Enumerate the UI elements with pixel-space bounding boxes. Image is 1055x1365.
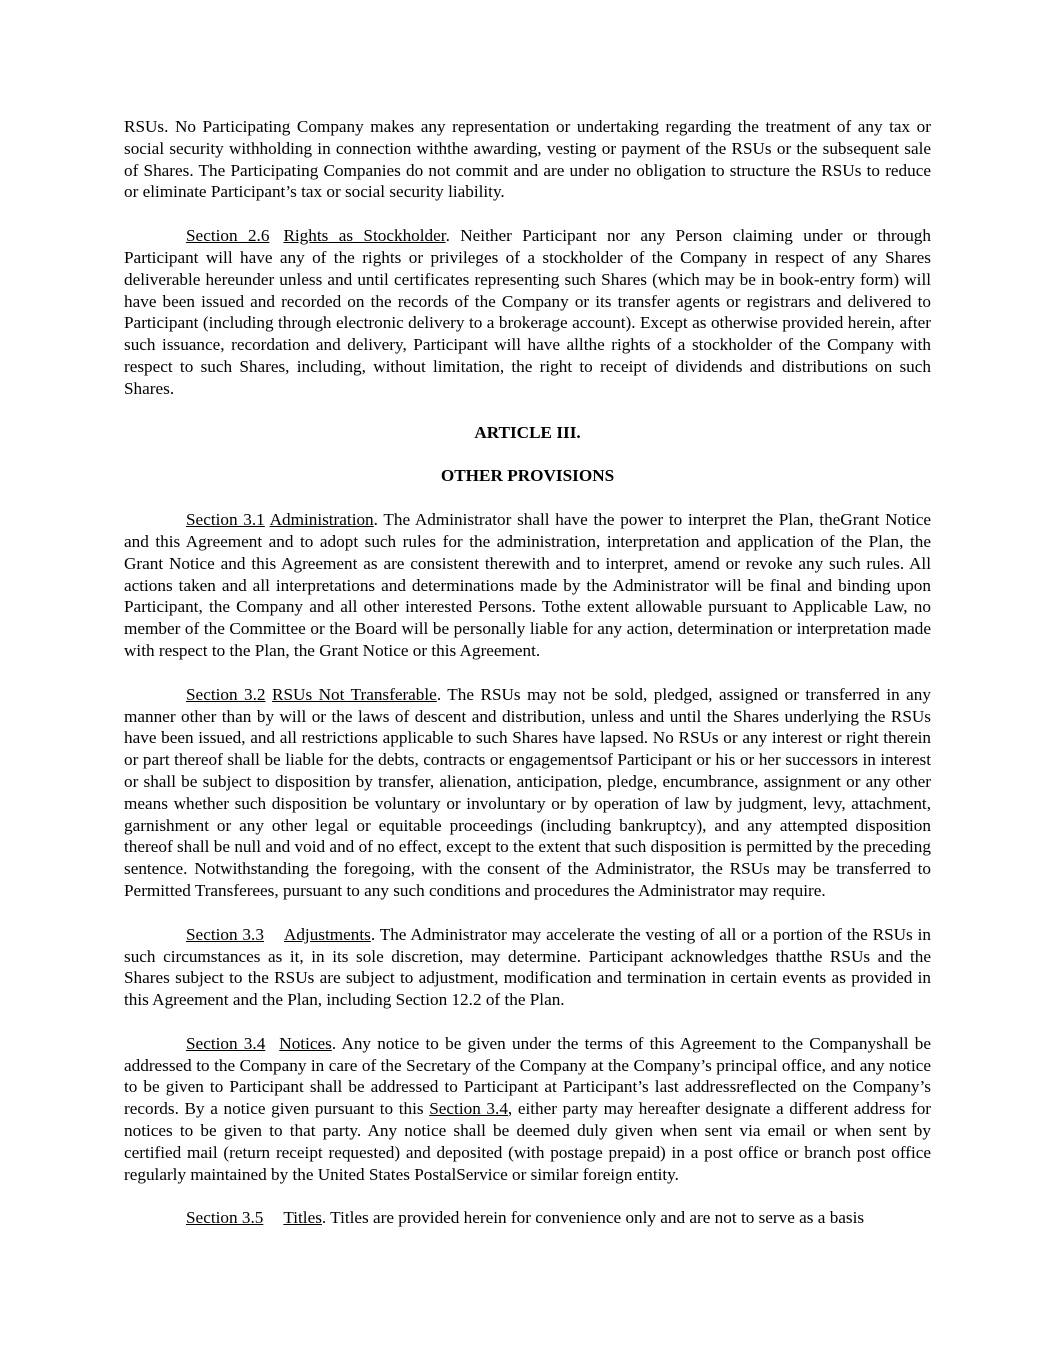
section-3-5-number: Section 3.5	[186, 1208, 264, 1228]
section-3-2-body: . The RSUs may not be sold, pledged, assigned or transferred in any manner other than by will or the laws of descent and distribution, unless and until the Shares underlying the RSUs have been issued, and all restrictions applicable to such Shares have lapsed. No RSUs or any interest or right therein or part thereof shall be liable for the debts, contracts or engagementsof Participant or his or her successors in interest or shall be subject to disposition by transfer, alienation, anticipation, pledge, encumbrance, assignment or any other means whether such disposition be voluntary or involuntary or by operation of law by judgment, levy, attachment, garnishment or any other legal or equitable proceedings (including bankruptcy), and any attempted disposition thereof shall be null and void and of no effect, except to the extent that such disposition is permitted by the preceding sentence. Notwithstanding the foregoing, with the consent of the Administrator, the RSUs may be transferred to Permitted Transferees, pursuant to any such conditions and procedures the Administrator may require.	[124, 684, 931, 900]
section-3-2-number: Section 3.2	[186, 684, 266, 704]
section-3-1-number: Section 3.1	[186, 510, 265, 530]
section-3-1-body: . The Administrator shall have the power to interpret the Plan, theGrant Notice and this Agreement and to adopt such rules for the administration, interpretation and application of the Plan, the Grant Notice and this Agreement as are consistent therewith and to interpret, amend or revoke any such rules. All actions taken and all interpretations and determinations made by the Administrator will be final and binding upon Participant, the Company and all other interested Persons. Tothe extent allowable pursuant to Applicable Law, no member of the Committee or the Board will be personally liable for any action, determination or interpretation made with respect to the Plan, the Grant Notice or this Agreement.	[124, 510, 931, 660]
section-3-5	[124, 1207, 931, 1229]
section-3-4-title: Notices	[279, 1033, 332, 1053]
section-3-3-number: Section 3.3	[186, 924, 264, 944]
section-3-2-title: RSUs Not Transferable	[272, 684, 437, 704]
document-page	[124, 116, 931, 1251]
section-3-3-title: Adjustments	[283, 924, 371, 944]
section-2-6-number: Section 2.6	[186, 226, 270, 246]
section-3-4	[124, 1033, 931, 1186]
section-3-5-title: Titles	[283, 1208, 322, 1228]
section-3-1-title: Administration	[269, 510, 374, 530]
section-3-4-body-a: . Any notice to be given under the terms of this Agreement to the Companyshall be addressed to the Company in care of the Secretary of the Company at the Company’s principal office, and any notice to be given to Participant shall be addressed to Participant at Participant’s last addressreflected on the Company’s records. By a notice given pursuant to this	[124, 1033, 931, 1119]
section-2-6-title: Rights as Stockholder	[283, 226, 446, 246]
section-3-3	[124, 924, 931, 1011]
section-3-4-body-b: , either party may hereafter designate a different address for notices to be given to that party. Any notice shall be deemed duly given when sent via email or when sent by certified mail (return receipt requested) and deposited (with postage prepaid) in a post office or branch post office regularly maintained by the United States PostalService or similar foreign entity.	[124, 1099, 932, 1184]
section-3-3-body: . The Administrator may accelerate the vesting of all or a portion of the RSUs in such circumstances as it, in its sole discretion, may determine. Participant acknowledges thatthe RSUs and the Shares subject to the RSUs are subject to adjustment, modification and termination in certain events as provided in this Agreement and the Plan, including Section 12.2 of the Plan.	[124, 924, 931, 1010]
section-2-6-body: . Neither Participant nor any Person claiming under or through Participant will have any of the rights or privileges of a stockholder of the Company in respect of any Shares deliverable hereunder unless and until certificates representing such Shares (which may be in book-entry form) will have been issued and recorded on the records of the Company or its transfer agents or registrars and delivered to Participant (including through electronic delivery to a brokerage account). Except as otherwise provided herein, after such issuance, recordation and delivery, Participant will have allthe rights of a stockholder of the Company with respect to such Shares, including, without limitation, the right to receipt of dividends and distributions on such Shares.	[124, 226, 931, 398]
section-2-6	[124, 225, 931, 399]
paragraph-rsus-intro: RSUs. No Participating Company makes any representation or undertaking regarding the treatment of any tax or social security withholding in connection withthe awarding, vesting or payment of the RSUs or the subsequent sale of Shares. The Participating Companies do not commit and are under no obligation to structure the RSUs to reduce or eliminate Participant’s tax or social security liability.	[124, 117, 931, 202]
section-3-1	[124, 509, 931, 662]
section-3-4-number: Section 3.4	[186, 1033, 266, 1053]
section-3-2	[124, 684, 931, 902]
section-3-4-reference: Section 3.4	[429, 1099, 508, 1119]
section-3-5-body: . Titles are provided herein for convenience only and are not to serve as a basis	[321, 1208, 865, 1228]
article-title: OTHER PROVISIONS	[440, 466, 615, 486]
article-heading: ARTICLE III.	[474, 422, 581, 442]
